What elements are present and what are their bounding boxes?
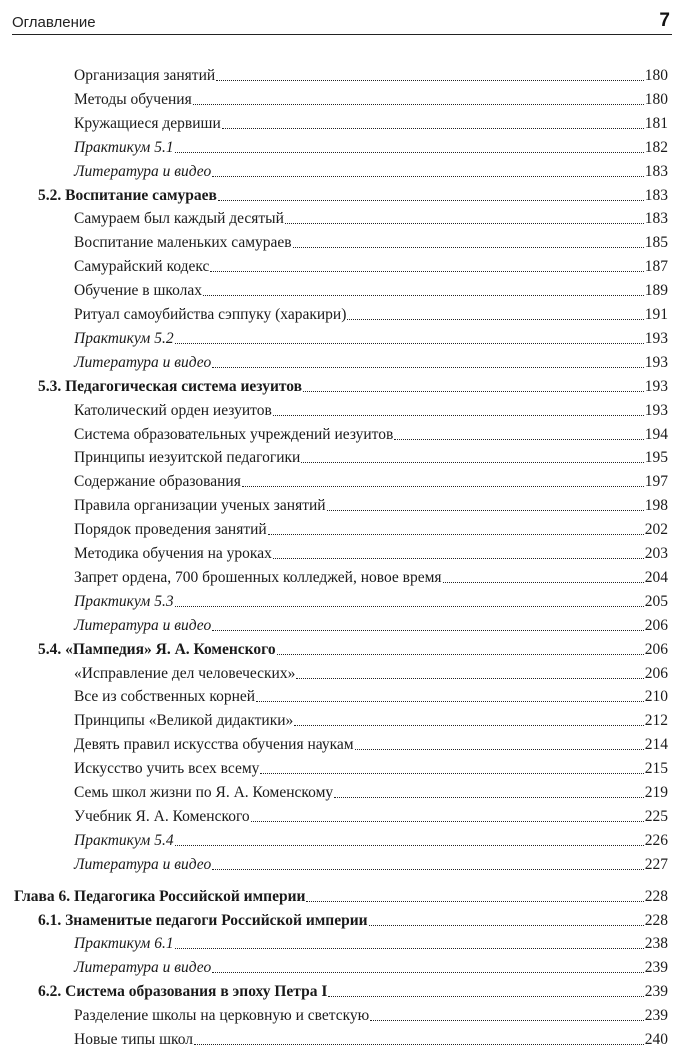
dot-leader bbox=[277, 653, 644, 655]
toc-entry-title: Содержание образования bbox=[74, 473, 241, 491]
toc-subsection-entry bbox=[74, 539, 668, 563]
dot-leader bbox=[175, 947, 644, 949]
toc-subsection-entry bbox=[74, 109, 668, 133]
toc-subsection-entry bbox=[74, 659, 668, 683]
toc-entry-page: 210 bbox=[644, 688, 668, 706]
toc-subsection-entry bbox=[74, 157, 668, 181]
page-header bbox=[12, 0, 672, 35]
dot-leader bbox=[212, 971, 644, 973]
toc-entry-page: 183 bbox=[644, 210, 668, 228]
toc-entry-page: 238 bbox=[644, 935, 668, 953]
toc-entry-title: Правила организации ученых занятий bbox=[74, 497, 326, 515]
toc-entry-page: 202 bbox=[644, 521, 668, 539]
toc-entry-page: 185 bbox=[644, 234, 668, 252]
toc-entry-title: Самураем был каждый десятый bbox=[74, 210, 284, 228]
toc-entry-page: 193 bbox=[644, 329, 668, 347]
toc-entry-page: 181 bbox=[644, 114, 668, 132]
dot-leader bbox=[222, 127, 644, 129]
toc-subsection-entry bbox=[74, 228, 668, 252]
toc-subsection-entry bbox=[74, 491, 668, 515]
toc-subsection-entry bbox=[74, 682, 668, 706]
dot-leader bbox=[370, 1019, 644, 1021]
dot-leader bbox=[210, 270, 643, 272]
toc-entry-title: «Исправление дел человеческих» bbox=[74, 664, 296, 682]
dot-leader bbox=[216, 79, 644, 81]
toc-entry-page: 215 bbox=[644, 760, 668, 778]
toc-subsection-entry bbox=[74, 61, 668, 85]
page-number: 7 bbox=[659, 10, 670, 31]
dot-leader bbox=[328, 995, 643, 997]
toc-subsection-entry bbox=[74, 754, 668, 778]
dot-leader bbox=[203, 294, 644, 296]
dot-leader bbox=[193, 103, 644, 105]
toc-entry-page: 189 bbox=[644, 282, 668, 300]
dot-leader bbox=[369, 924, 644, 926]
toc-entry-title: Запрет ордена, 700 брошенных колледжей, новое время bbox=[74, 568, 442, 586]
toc-subsection-entry bbox=[74, 730, 668, 754]
dot-leader bbox=[327, 509, 644, 511]
toc-entry-title: 5.3. Педагогическая система иезуитов bbox=[38, 377, 303, 395]
dot-leader bbox=[212, 629, 644, 631]
toc-subsection-entry bbox=[74, 133, 668, 157]
toc-entry-title: Практикум 5.3 bbox=[74, 592, 174, 610]
dot-leader bbox=[175, 844, 644, 846]
toc-entry-page: 183 bbox=[644, 186, 668, 204]
toc-subsection-entry bbox=[74, 443, 668, 467]
dot-leader bbox=[273, 557, 644, 559]
toc-section-entry bbox=[38, 906, 668, 930]
dot-leader bbox=[334, 796, 644, 798]
toc-entry-title: Организация занятий bbox=[74, 67, 216, 84]
dot-leader bbox=[268, 533, 644, 535]
toc-subsection-entry bbox=[74, 563, 668, 587]
toc-entry-title: Ритуал самоубийства сэппуку (харакири) bbox=[74, 306, 347, 323]
toc-entry-page: 183 bbox=[644, 162, 668, 180]
toc-section-entry bbox=[38, 372, 668, 396]
toc-entry-page: 239 bbox=[644, 983, 668, 1001]
toc-entry-title: Самурайский кодекс bbox=[74, 258, 210, 276]
toc-entry-page: 214 bbox=[644, 736, 668, 754]
toc-entry-title: Новые типы школ bbox=[74, 1031, 194, 1048]
toc-entry-page: 228 bbox=[644, 911, 668, 929]
toc-entry-page: 226 bbox=[644, 831, 668, 849]
toc-subsection-entry bbox=[74, 778, 668, 802]
dot-leader bbox=[347, 318, 643, 320]
dot-leader bbox=[260, 772, 643, 774]
toc-entry-title: Учебник Я. А. Коменского bbox=[74, 807, 250, 825]
dot-leader bbox=[251, 820, 644, 822]
toc-entry-page: 198 bbox=[644, 497, 668, 515]
toc-entry-title: Литература и видео bbox=[74, 616, 212, 634]
dot-leader bbox=[273, 414, 644, 416]
toc-section-entry bbox=[38, 181, 668, 205]
toc-entry-page: 227 bbox=[644, 855, 668, 873]
dot-leader bbox=[296, 677, 643, 679]
toc-entry-title: 5.4. «Пампедия» Я. А. Коменского bbox=[38, 640, 276, 658]
toc-entry-page: 193 bbox=[644, 401, 668, 419]
toc-subsection-entry bbox=[74, 587, 668, 611]
toc-entry-page: 228 bbox=[644, 887, 668, 905]
toc-entry-title: Воспитание маленьких самураев bbox=[74, 234, 292, 252]
toc-entry-title: Практикум 5.2 bbox=[74, 329, 174, 347]
toc-entry-page: 193 bbox=[644, 353, 668, 371]
dot-leader bbox=[218, 199, 644, 201]
toc-subsection-entry bbox=[74, 300, 668, 324]
toc-entry-title: Кружащиеся дервиши bbox=[74, 114, 221, 132]
toc-entry-title: Методика обучения на уроках bbox=[74, 545, 272, 562]
dot-leader bbox=[294, 724, 643, 726]
toc-entry-title: Практикум 6.1 bbox=[74, 935, 174, 953]
toc-entry-page: 182 bbox=[644, 138, 668, 156]
toc-entry-page: 206 bbox=[644, 664, 668, 682]
toc-entry-page: 197 bbox=[644, 473, 668, 491]
dot-leader bbox=[256, 700, 644, 702]
toc-subsection-entry bbox=[74, 467, 668, 491]
toc-subsection-entry bbox=[74, 826, 668, 850]
toc-entry-title: Католический орден иезуитов bbox=[74, 401, 272, 419]
toc-entry-title: Искусство учить всех всему bbox=[74, 760, 260, 778]
dot-leader bbox=[175, 151, 644, 153]
toc-entry-title: Семь школ жизни по Я. А. Коменскому bbox=[74, 784, 334, 801]
toc-entry-title: 6.1. Знаменитые педагоги Российской империи bbox=[38, 911, 368, 929]
toc-entry-title: Литература и видео bbox=[74, 855, 212, 873]
toc-subsection-entry bbox=[74, 850, 668, 874]
dot-leader bbox=[293, 246, 644, 248]
dot-leader bbox=[242, 485, 644, 487]
toc-entry-title: Глава 6. Педагогика Российской империи bbox=[14, 887, 306, 905]
toc-entry-title: Все из собственных корней bbox=[74, 688, 256, 706]
toc-entry-title: Литература и видео bbox=[74, 959, 212, 977]
dot-leader bbox=[212, 175, 644, 177]
toc-entry-title: Разделение школы на церковную и светскую bbox=[74, 1007, 370, 1025]
toc-entry-page: 239 bbox=[644, 1007, 668, 1025]
toc-section-entry bbox=[38, 977, 668, 1001]
toc-entry-page: 180 bbox=[644, 67, 668, 84]
toc-entry-page: 240 bbox=[644, 1031, 668, 1048]
toc-subsection-entry bbox=[74, 396, 668, 420]
toc-section-entry bbox=[38, 635, 668, 659]
toc-entry-page: 206 bbox=[644, 640, 668, 658]
toc-subsection-entry bbox=[74, 953, 668, 977]
dot-leader bbox=[194, 1043, 644, 1045]
toc-entry-page: 193 bbox=[644, 377, 668, 395]
toc-entry-page: 239 bbox=[644, 959, 668, 977]
toc-subsection-entry bbox=[74, 706, 668, 730]
toc-entry-title: Система образовательных учреждений иезуитов bbox=[74, 425, 394, 443]
toc-entry-title: Девять правил искусства обучения наукам bbox=[74, 736, 354, 754]
dot-leader bbox=[212, 366, 644, 368]
toc-entry-page: 187 bbox=[644, 258, 668, 276]
toc-entry-page: 212 bbox=[644, 712, 668, 730]
toc-subsection-entry bbox=[74, 611, 668, 635]
toc-entry-title: 6.2. Система образования в эпоху Петра I bbox=[38, 983, 328, 1001]
toc-subsection-entry bbox=[74, 324, 668, 348]
toc-entry-page: 206 bbox=[644, 616, 668, 634]
toc-entry-page: 194 bbox=[644, 425, 668, 443]
toc-subsection-entry bbox=[74, 204, 668, 228]
toc-entry-page: 205 bbox=[644, 592, 668, 610]
toc-entry-title: Обучение в школах bbox=[74, 282, 203, 300]
toc-subsection-entry bbox=[74, 252, 668, 276]
toc-entry-page: 219 bbox=[644, 784, 668, 801]
toc-subsection-entry bbox=[74, 420, 668, 444]
dot-leader bbox=[394, 438, 643, 440]
toc-entry-title: Литература и видео bbox=[74, 353, 212, 371]
toc-subsection-entry bbox=[74, 802, 668, 826]
toc-entry-title: 5.2. Воспитание самураев bbox=[38, 186, 217, 204]
toc-subsection-entry bbox=[74, 276, 668, 300]
toc-entry-title: Литература и видео bbox=[74, 162, 212, 180]
dot-leader bbox=[301, 461, 643, 463]
dot-leader bbox=[175, 605, 644, 607]
toc-subsection-entry bbox=[74, 348, 668, 372]
toc-subsection-entry bbox=[74, 85, 668, 109]
toc-entry-title: Практикум 5.1 bbox=[74, 138, 174, 156]
toc-entry-title: Принципы «Великой дидактики» bbox=[74, 712, 294, 730]
toc-entry-title: Порядок проведения занятий bbox=[74, 521, 267, 539]
toc-entry-page: 180 bbox=[644, 90, 668, 108]
toc-entry-title: Практикум 5.4 bbox=[74, 831, 174, 849]
toc-chapter-entry bbox=[14, 882, 668, 906]
dot-leader bbox=[443, 581, 644, 583]
toc-entry-title: Принципы иезуитской педагогики bbox=[74, 449, 301, 467]
dot-leader bbox=[212, 868, 644, 870]
dot-leader bbox=[355, 748, 644, 750]
header-title: Оглавление bbox=[12, 14, 96, 31]
toc-entry-title: Методы обучения bbox=[74, 90, 192, 108]
toc-entry-page: 204 bbox=[644, 568, 668, 586]
dot-leader bbox=[303, 390, 644, 392]
toc-subsection-entry bbox=[74, 929, 668, 953]
toc-entry-page: 195 bbox=[644, 449, 668, 467]
dot-leader bbox=[175, 342, 644, 344]
toc-subsection-entry bbox=[74, 515, 668, 539]
dot-leader bbox=[285, 222, 644, 224]
toc-entry-page: 203 bbox=[644, 545, 668, 562]
toc-entry-page: 225 bbox=[644, 807, 668, 825]
dot-leader bbox=[306, 900, 643, 902]
toc-subsection-entry bbox=[74, 1025, 668, 1049]
toc-subsection-entry bbox=[74, 1001, 668, 1025]
toc-entry-page: 191 bbox=[644, 306, 668, 323]
